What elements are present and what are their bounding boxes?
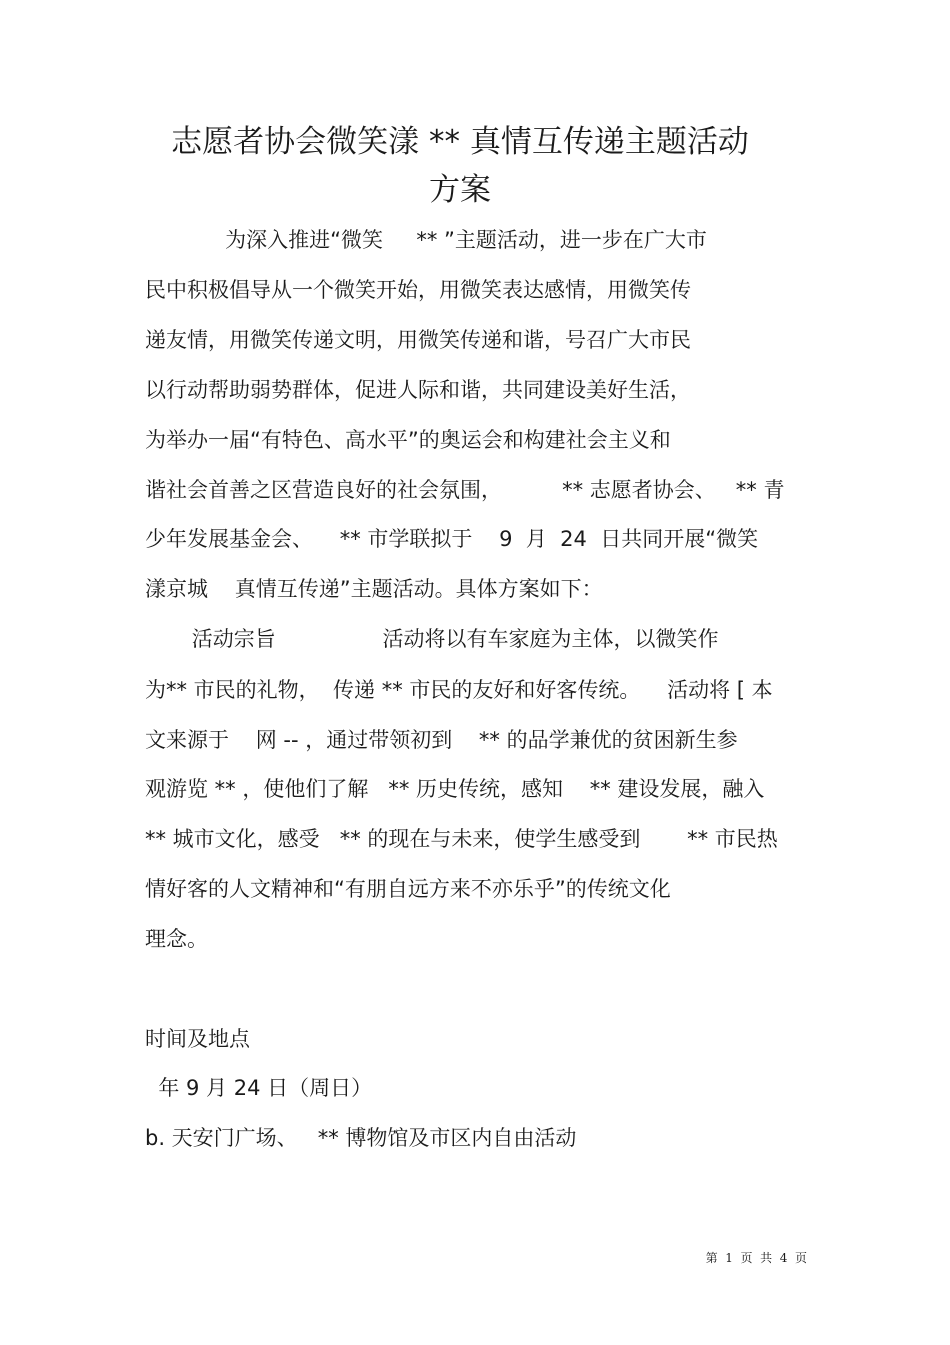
intro-line: 递友情，用微笑传递文明，用微笑传递和谐，号召广大市民 <box>145 328 691 352</box>
intro-line: 漾京城 真情互传递”主题活动。具体方案如下： <box>145 577 603 601</box>
intro-line: 少年发展基金会、 ** 市学联拟于 9 月 24 日共同开展“微笑 <box>145 527 759 551</box>
purpose-line: 为** 市民的礼物， 传递 ** 市民的友好和好客传统。 活动将 [ 本 <box>145 678 773 702</box>
document-title-line-1: 志愿者协会微笑漾 ** 真情互传递主题活动 <box>171 124 749 160</box>
intro-line: 为深入推进“微笑 ** ”主题活动，进一步在广大市 <box>145 228 707 252</box>
time-place-line: b. 天安门广场、 ** 博物馆及市区内自由活动 <box>145 1126 577 1150</box>
intro-line: 以行动帮助弱势群体，促进人际和谐，共同建设美好生活， <box>145 378 691 402</box>
purpose-line: ** 城市文化，感受 ** 的现在与未来，使学生感受到 ** 市民热 <box>145 827 778 851</box>
purpose-line: 理念。 <box>145 927 208 951</box>
time-place-line: 年 9 月 24 日（周日） <box>145 1076 373 1100</box>
purpose-line: 活动宗旨 活动将以有车家庭为主体，以微笑作 <box>145 627 719 651</box>
intro-line: 民中积极倡导从一个微笑开始，用微笑表达感情，用微笑传 <box>145 278 691 302</box>
purpose-line: 文来源于 网 -- ，通过带领初到 ** 的品学兼优的贫困新生参 <box>145 728 738 752</box>
purpose-line: 情好客的人文精神和“有朋自远方来不亦乐乎”的传统文化 <box>145 877 671 901</box>
purpose-line: 观游览 ** ，使他们了解 ** 历史传统，感知 ** 建设发展，融入 <box>145 777 765 801</box>
document-title-line-2: 方案 <box>429 172 491 208</box>
intro-line: 谐社会首善之区营造良好的社会氛围， ** 志愿者协会、 ** 青 <box>145 478 785 502</box>
intro-line: 为举办一届“有特色、高水平”的奥运会和构建社会主义和 <box>145 428 671 452</box>
page-number-footer: 第 1 页 共 4 页 <box>705 1251 807 1265</box>
time-place-heading: 时间及地点 <box>145 1027 250 1051</box>
